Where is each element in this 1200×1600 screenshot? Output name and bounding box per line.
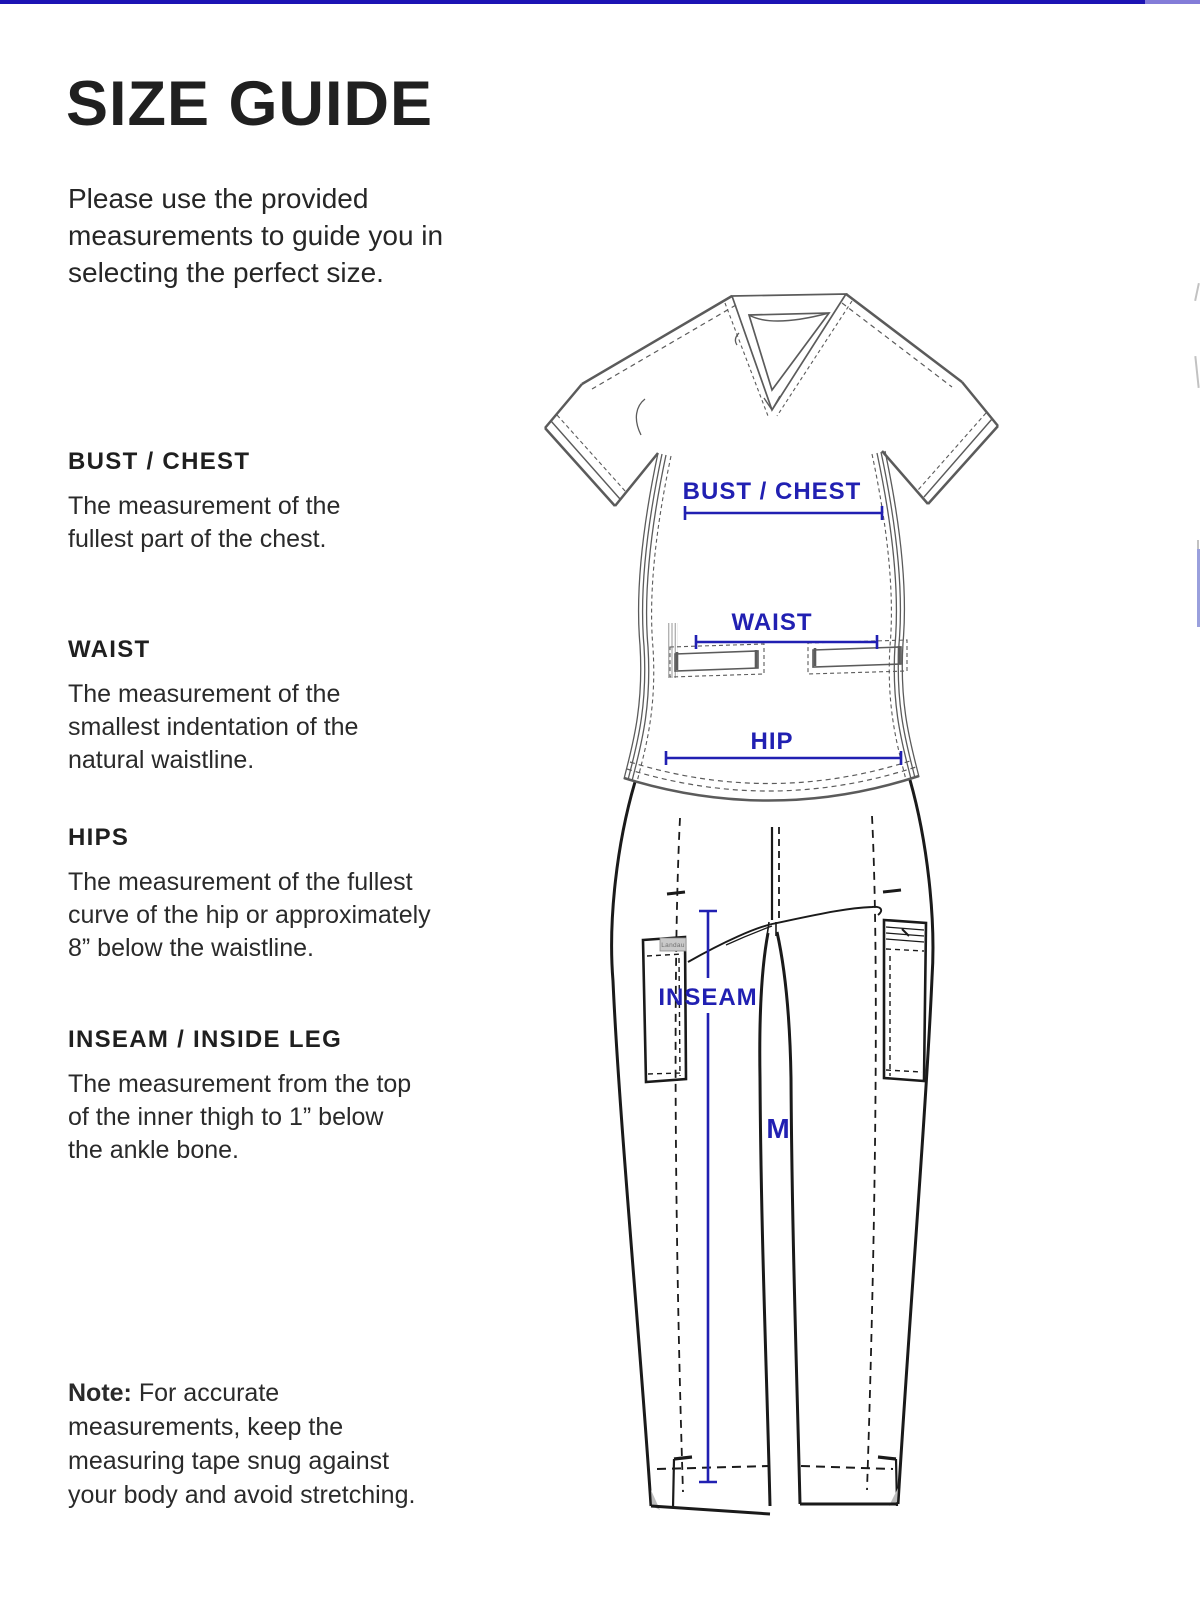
section-heading: HIPS: [68, 824, 130, 851]
inseam-label: INSEAM: [658, 984, 758, 1011]
section-heading: BUST / CHEST: [68, 448, 251, 475]
page-edge-artifact: [1194, 283, 1200, 301]
size-letter-label: M: [766, 1113, 790, 1144]
waist-label: WAIST: [731, 609, 813, 636]
scrubs-measurement-illustration: [520, 278, 1000, 1558]
section-inseam: [68, 1026, 411, 1167]
intro-line: measurements to guide you in: [68, 220, 444, 251]
section-heading: WAIST: [68, 636, 151, 663]
section-text-line: The measurement of the fullest: [68, 868, 413, 896]
section-text-line: The measurement from the top: [68, 1070, 412, 1098]
intro-text: [68, 180, 443, 291]
intro-line: selecting the perfect size.: [68, 257, 384, 288]
section-text-line: the ankle bone.: [68, 1136, 239, 1164]
section-text-line: of the inner thigh to 1” below: [68, 1103, 384, 1131]
note-text-line: measuring tape snug against: [68, 1447, 390, 1475]
top-accent-bar: [0, 0, 1200, 4]
section-text-line: The measurement of the: [68, 680, 341, 708]
cargo-pocket-right: [884, 920, 926, 1081]
section-text-line: The measurement of the: [68, 492, 341, 520]
hip-label: HIP: [750, 728, 794, 755]
measurement-note: [68, 1376, 415, 1512]
section-hips: [68, 824, 431, 965]
section-text-line: fullest part of the chest.: [68, 525, 327, 553]
section-heading: INSEAM / INSIDE LEG: [68, 1026, 343, 1053]
note-text-line: measurements, keep the: [68, 1413, 344, 1441]
section-text-line: curve of the hip or approximately: [68, 901, 431, 929]
scrub-top-drawing: [545, 294, 998, 801]
section-text-line: 8” below the waistline.: [68, 934, 314, 962]
brand-label-text: Landau: [661, 942, 685, 949]
note-text-line: your body and avoid stretching.: [68, 1481, 416, 1509]
intro-line: Please use the provided: [68, 183, 369, 214]
page-title: SIZE GUIDE: [66, 69, 434, 139]
bust-chest-label: BUST / CHEST: [682, 478, 862, 505]
section-text-line: smallest indentation of the: [68, 713, 359, 741]
section-text-line: natural waistline.: [68, 746, 255, 774]
top-accent-bar-end: [1145, 0, 1200, 4]
section-waist: [68, 636, 358, 777]
page-edge-artifact: [1194, 356, 1199, 388]
scrub-pants-drawing: [612, 780, 933, 1514]
drawstring: [688, 907, 881, 962]
note-text-line: For accurate: [138, 1379, 280, 1407]
section-bust-chest: [68, 448, 340, 556]
note-label: Note:: [68, 1379, 132, 1407]
